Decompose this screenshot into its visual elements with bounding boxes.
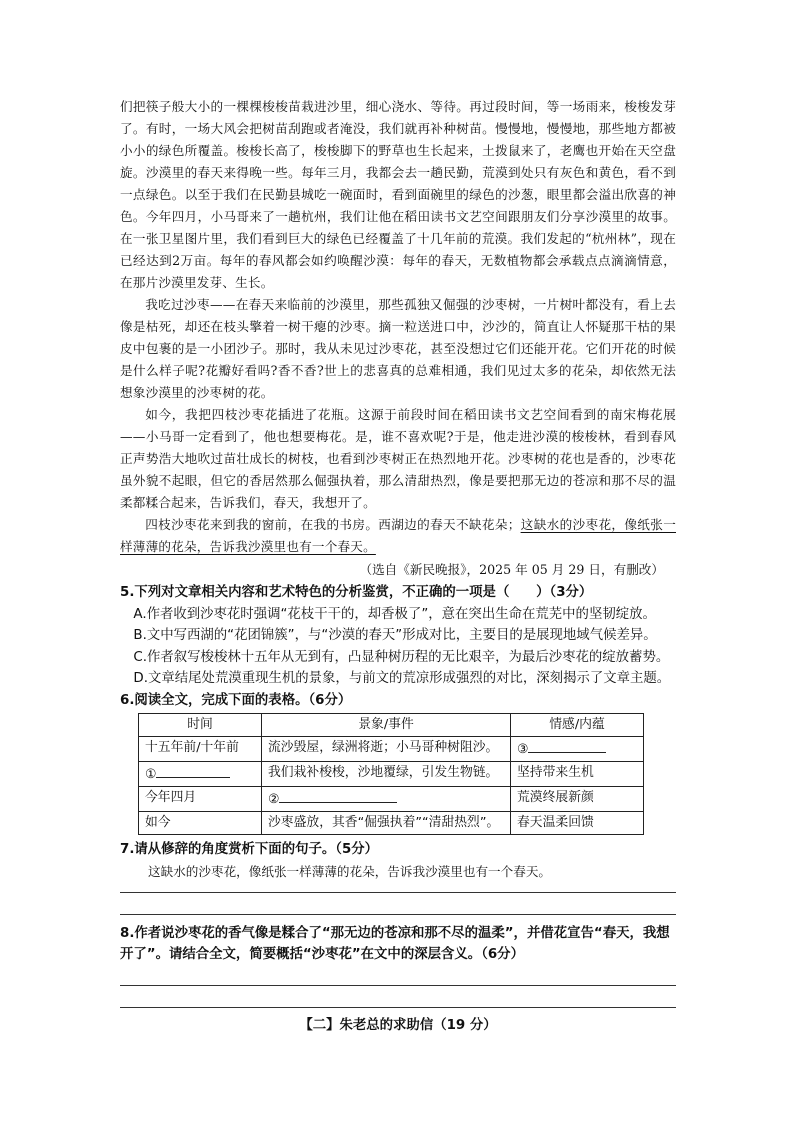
answer-line[interactable] <box>120 1006 676 1008</box>
passage-paragraph-4 <box>120 514 676 558</box>
table-cell: 荒漠终展新颜 <box>511 787 644 812</box>
section-title: 【二】朱老总的求助信（19 分） <box>299 1017 497 1033</box>
table-cell: 如今 <box>139 812 262 835</box>
table-cell: 我们栽补梭梭，沙地覆绿，引发生物链。 <box>262 762 511 787</box>
table-row <box>139 787 644 812</box>
question-5-option-b: B.文中写西湖的“花团锦簇”，与“沙漠的春天”形成对比，主要目的是展现地域气候差异。 <box>133 628 657 643</box>
table-header-row <box>139 714 644 737</box>
table-cell: 春天温柔回馈 <box>511 812 644 835</box>
table-header-time: 时间 <box>139 714 262 737</box>
underlined-sentence: 这缺水的沙枣花，像纸张一样薄薄的花朵，告诉我沙漠里也有一个春天。 <box>120 517 676 554</box>
answer-line[interactable] <box>120 913 676 915</box>
question-5-option-d: D.文章结尾处荒漠重现生机的景象，与前文的荒凉形成强烈的对比，深刻揭示了文章主题。 <box>133 671 671 686</box>
passage-paragraph-4-start: 四枝沙枣花来到我的窗前，在我的书房。西湖边的春天不缺花朵； <box>145 517 521 532</box>
table-header-emotion: 情感/内蕴 <box>511 714 644 737</box>
table-row <box>139 737 644 762</box>
exam-page <box>120 96 676 1033</box>
passage-paragraph-1: 们把筷子般大小的一棵棵梭梭苗栽进沙里，细心浇水、等待。再过段时间，等一场雨来，梭梭发芽了。有时，一场大风会把树苗刮跑或者淹没，我们就再补种树苗。慢慢地，慢慢地，那些地方都被小小的绿色所覆盖。梭梭长高了，梭梭脚下的野草也生长起来，土拨鼠来了，老鹰也开始在天空盘旋。沙漠里的春天来得晚一些。每年三月，我都会去一趟民勤，荒漠到处只有灰色和黄色，看不到一点绿色。以至于我们在民勤县城吃一碗面时，看到面碗里的绿色的沙葱，眼里都会溢出欣喜的神色。今年四月，小马哥来了一趟杭州，我们让他在稻田读书文艺空间跟朋友们分享沙漠里的故事。在一张卫星图片里，我们看到巨大的绿色已经覆盖了十几年前的荒漠。我们发起的“杭州林”，现在已经达到2万亩。每年的春风都会如约唤醒沙漠：每年的春天，无数植物都会承载点点滴滴情意，在那片沙漠里发芽、生长。 <box>120 99 676 290</box>
table-cell: 流沙毁屋，绿洲将逝；小马哥种树阻沙。 <box>262 737 511 762</box>
question-7-stem: 7.请从修辞的角度赏析下面的句子。（5分） <box>120 842 379 857</box>
question-5-stem: 5.下列对文章相关内容和艺术特色的分析鉴赏，不正确的一项是（ ）（3分） <box>120 585 593 600</box>
reading-passage <box>120 96 676 558</box>
table-cell: 今年四月 <box>139 787 262 812</box>
table-header-scene: 景象/事件 <box>262 714 511 737</box>
question-7-quote: 这缺水的沙枣花，像纸张一样薄薄的花朵，告诉我沙漠里也有一个春天。 <box>148 863 551 879</box>
passage-paragraph-2: 我吃过沙枣——在春天来临前的沙漠里，那些孤独又倔强的沙枣树，一片树叶都没有，看上去像是枯死，却还在枝头擎着一树干瘪的沙枣。摘一粒送进口中，沙沙的，简直让人怀疑那干枯的果皮中包裹的是一小团沙子。那时，我从未见过沙枣花，甚至没想过它们还能开花。它们开花的时候是什么样子呢?花瓣好看吗?香不香?世上的悲喜真的总难相通，我们见过太多的花朵，却依然无法想象沙漠里的沙枣树的花。 <box>120 297 676 400</box>
table-row <box>139 762 644 787</box>
table-cell: 十五年前/十年前 <box>139 737 262 762</box>
question-5-option-a: A.作者收到沙枣花时强调“花枝干干的，却香极了”，意在突出生命在荒芜中的坚韧绽放。 <box>133 606 656 622</box>
answer-blank-3[interactable]: ③ <box>511 737 644 762</box>
question-8-stem: 8.作者说沙枣花的香气像是糅合了“那无边的苍凉和那不尽的温柔”，并借花宣告“春天，我想开了”。请结合全文，简要概括“沙枣花”在文中的深层含义。（6分） <box>120 925 670 962</box>
answer-blank-2[interactable]: ② <box>262 787 511 812</box>
answer-blank-1[interactable]: ① <box>139 762 262 787</box>
passage-source: （选自《新民晚报》，2025 年 05 月 29 日，有删改） <box>359 562 664 577</box>
table-row <box>139 812 644 835</box>
answer-line[interactable] <box>120 891 676 893</box>
question-5-option-c: C.作者叙写梭梭林十五年从无到有，凸显种树历程的无比艰辛，为最后沙枣花的绽放蓄势。 <box>133 649 670 665</box>
table-cell: 坚持带来生机 <box>511 762 644 787</box>
question-6-table <box>138 713 644 835</box>
answer-line[interactable] <box>120 984 676 986</box>
question-6-stem: 6.阅读全文，完成下面的表格。（6分） <box>120 692 352 708</box>
passage-paragraph-3: 如今，我把四枝沙枣花插进了花瓶。这源于前段时间在稻田读书文艺空间看到的南宋梅花展——小马哥一定看到了，他也想要梅花。是，谁不喜欢呢?于是，他走进沙漠的梭梭林，看到春风正声势浩大地吹过苗壮成长的树枝，也看到沙枣树正在热烈地开花。沙枣树的花也是香的，沙枣花虽外貌不起眼，但它的香居然那么倔强执着，那么清甜热烈，像是要把那无边的苍凉和那不尽的温柔都糅合起来，告诉我们，春天，我想开了。 <box>120 407 676 510</box>
table-cell: 沙枣盛放，其香“倔强执着”“清甜热烈”。 <box>262 812 511 835</box>
